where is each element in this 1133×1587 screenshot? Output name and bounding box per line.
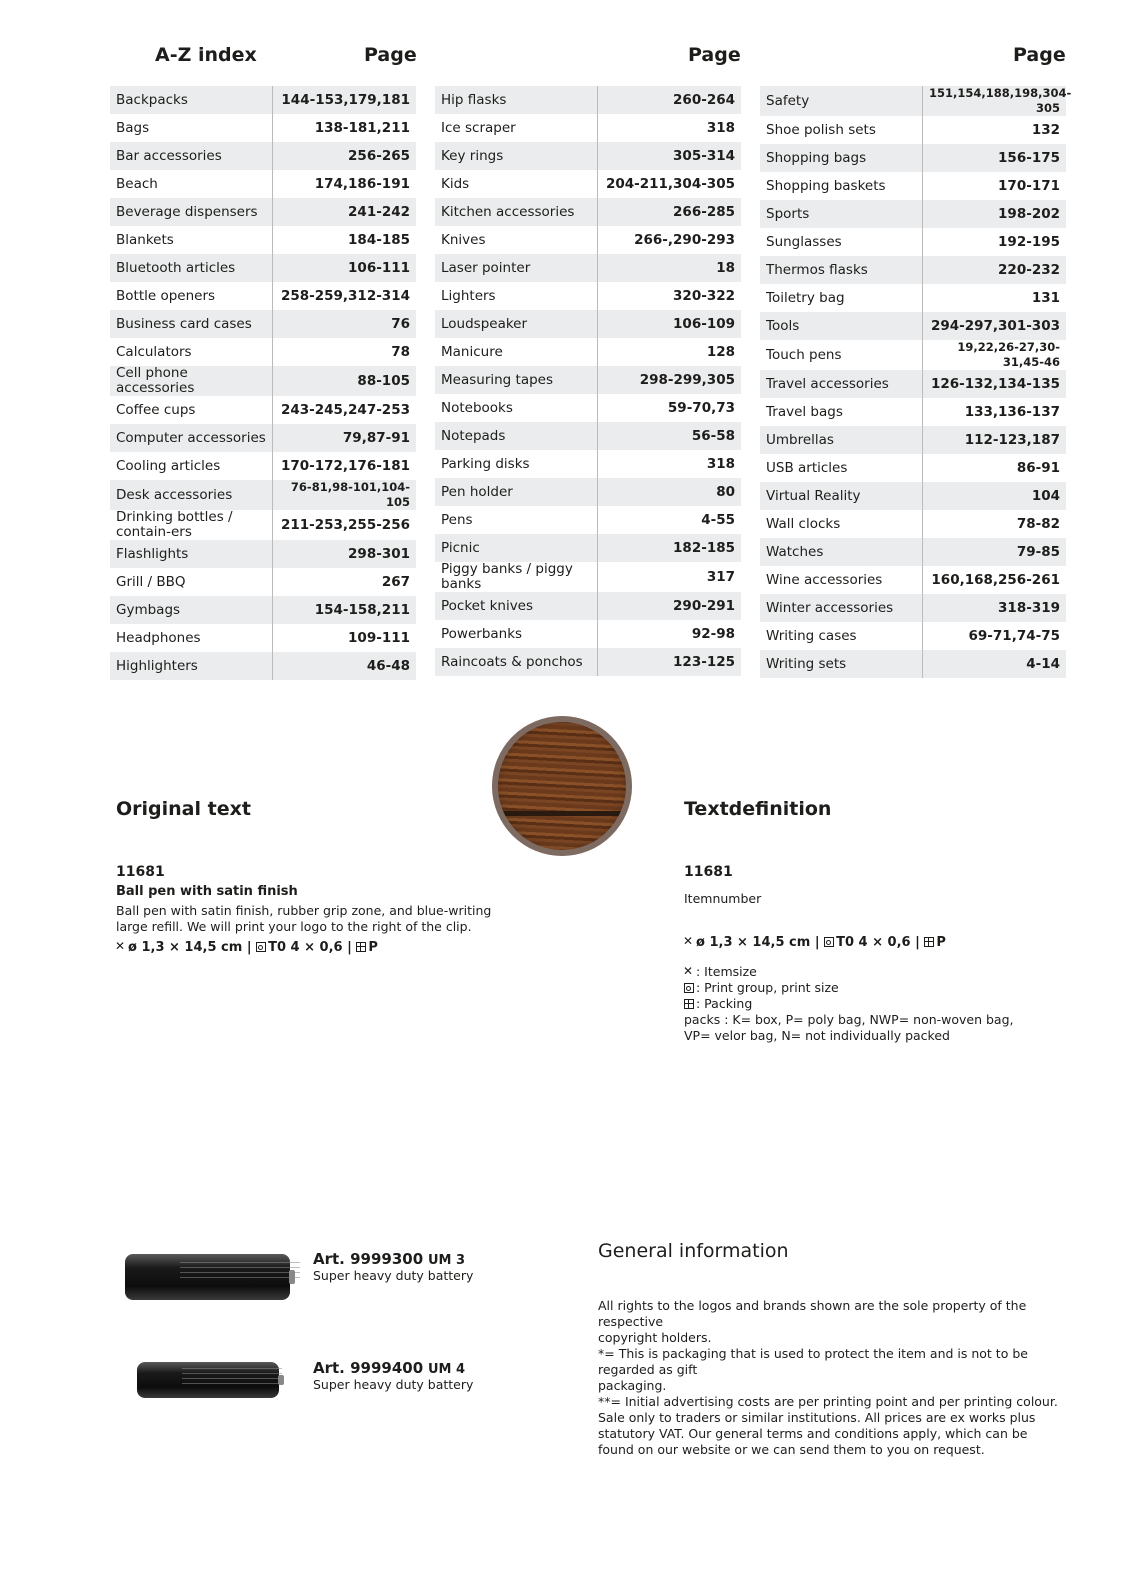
index-entry-pages: 79-85 <box>923 538 1067 566</box>
index-entry-pages: 79,87-91 <box>273 424 417 452</box>
general-info-line: found on our website or we can send them to you on request. <box>598 1442 985 1457</box>
index-row <box>760 284 1066 312</box>
index-row <box>110 310 416 338</box>
index-entry-pages: 267 <box>381 573 410 590</box>
index-entry-name: Safety <box>760 86 923 116</box>
definition-heading: Textdefinition <box>684 798 832 820</box>
index-entry-pages: 46-48 <box>273 652 417 680</box>
index-row <box>110 254 416 282</box>
packing-icon <box>684 999 694 1009</box>
general-info-line: *= This is packaging that is used to protect the item and is not to be regarded as gift <box>598 1346 1028 1377</box>
index-entry-pages: 160,168,256-261 <box>931 571 1060 588</box>
index-row <box>110 596 416 624</box>
index-row <box>110 198 416 226</box>
index-row <box>435 142 741 170</box>
index-entry-name: Manicure <box>435 338 598 366</box>
index-row <box>760 200 1066 228</box>
index-entry-name: Wall clocks <box>760 510 923 538</box>
battery-um3-desc: Super heavy duty battery <box>313 1268 474 1283</box>
index-entry-pages: 298-301 <box>273 540 417 568</box>
general-info-line: **= Initial advertising costs are per printing point and per printing colour. <box>598 1394 1058 1409</box>
index-row <box>435 620 741 648</box>
index-row <box>110 338 416 366</box>
index-entry-name: Writing sets <box>760 650 923 678</box>
index-entry-name: Thermos flasks <box>760 256 923 284</box>
index-entry-pages: 78 <box>391 343 410 360</box>
index-entry-pages: 258-259,312-314 <box>280 287 410 304</box>
index-column-3 <box>760 86 1072 678</box>
general-info-line: All rights to the logos and brands shown are the sole property of the respective <box>598 1298 1027 1329</box>
index-row <box>435 198 741 226</box>
itemsize-icon <box>684 937 694 947</box>
index-entry-name: Drinking bottles / contain-ers <box>110 510 273 540</box>
index-entry-name: Knives <box>435 226 598 254</box>
index-entry-name: Flashlights <box>110 540 273 568</box>
index-entry-name: Cell phone accessories <box>110 366 273 396</box>
index-entry-pages: 80 <box>598 478 742 506</box>
general-info-text <box>598 1298 1068 1458</box>
index-row <box>110 282 416 310</box>
index-row <box>110 226 416 254</box>
index-row <box>110 568 416 596</box>
page-header-2: Page <box>688 44 741 66</box>
index-entry-pages: 220-232 <box>923 256 1067 284</box>
index-row <box>760 116 1066 144</box>
definition-item-number: 11681 <box>684 864 733 880</box>
index-row <box>435 592 741 620</box>
index-entry-pages: 123-125 <box>598 648 742 676</box>
index-row <box>435 254 741 282</box>
index-entry-pages: 174,186-191 <box>314 175 410 192</box>
index-row <box>760 256 1066 284</box>
index-row <box>110 114 416 142</box>
wood-finish-image <box>492 716 632 856</box>
index-entry-name: Kitchen accessories <box>435 198 598 226</box>
index-entry-pages: 59-70,73 <box>667 399 735 416</box>
index-entry-name: Hip flasks <box>435 86 598 114</box>
page-header-1: Page <box>364 44 417 66</box>
index-entry-pages: 241-242 <box>273 198 417 226</box>
original-description: Ball pen with satin finish, rubber grip zone, and blue-writing large refill. We will print your logo to the right of the clip. <box>116 903 492 934</box>
index-entry-name: Highlighters <box>110 652 273 680</box>
index-entry-name: Sports <box>760 200 923 228</box>
index-entry-name: Piggy banks / piggy banks <box>435 562 598 592</box>
index-column-1 <box>110 86 416 680</box>
index-entry-pages: 294-297,301-303 <box>923 312 1067 340</box>
index-entry-pages: 132 <box>1031 121 1060 138</box>
index-entry-pages: 204-211,304-305 <box>605 175 735 192</box>
index-entry-name: Ice scraper <box>435 114 598 142</box>
index-entry-name: Powerbanks <box>435 620 598 648</box>
index-row <box>110 86 416 114</box>
index-entry-pages: 133,136-137 <box>964 403 1060 420</box>
index-entry-name: Loudspeaker <box>435 310 598 338</box>
index-row <box>110 540 416 568</box>
index-entry-pages: 128 <box>706 343 735 360</box>
index-column-2 <box>435 86 741 676</box>
index-entry-pages: 318 <box>706 455 735 472</box>
index-entry-pages: 290-291 <box>598 592 742 620</box>
index-entry-name: Bar accessories <box>110 142 273 170</box>
index-entry-name: Beverage dispensers <box>110 198 273 226</box>
index-entry-pages: 192-195 <box>998 233 1060 250</box>
index-entry-pages: 4-14 <box>923 650 1067 678</box>
index-entry-name: Virtual Reality <box>760 482 923 510</box>
index-entry-name: Pocket knives <box>435 592 598 620</box>
index-entry-pages: 260-264 <box>598 86 742 114</box>
index-row <box>435 534 741 562</box>
index-entry-pages: 112-123,187 <box>923 426 1067 454</box>
index-entry-name: Travel accessories <box>760 370 923 398</box>
index-entry-name: Kids <box>435 170 598 198</box>
index-title: A-Z index <box>155 44 257 66</box>
index-entry-pages: 170-171 <box>998 177 1060 194</box>
index-entry-name: Raincoats & ponchos <box>435 648 598 676</box>
index-row <box>760 454 1066 482</box>
index-entry-name: Touch pens <box>760 340 923 370</box>
index-entry-name: Gymbags <box>110 596 273 624</box>
index-entry-pages: 138-181,211 <box>314 119 410 136</box>
index-entry-pages: 182-185 <box>598 534 742 562</box>
index-entry-pages: 243-245,247-253 <box>280 401 410 418</box>
index-entry-name: Computer accessories <box>110 424 273 452</box>
index-entry-name: Grill / BBQ <box>110 568 273 596</box>
legend-print: : Print group, print size <box>684 980 839 996</box>
index-entry-name: USB articles <box>760 454 923 482</box>
index-entry-pages: 69-71,74-75 <box>968 627 1060 644</box>
index-row <box>760 566 1066 594</box>
page-header-3: Page <box>1013 44 1066 66</box>
general-info-line: statutory VAT. Our general terms and conditions apply, which can be <box>598 1426 1028 1441</box>
index-entry-pages: 151,154,188,198,304-305 <box>923 86 1067 116</box>
index-entry-name: Desk accessories <box>110 480 273 510</box>
index-entry-pages: 170-172,176-181 <box>280 457 410 474</box>
original-spec-line: ✕ø 1,3 × 14,5 cm | T0 4 × 0,6 | P <box>116 940 378 956</box>
index-row <box>760 144 1066 172</box>
original-item-number: 11681 <box>116 864 165 880</box>
index-entry-name: Winter accessories <box>760 594 923 622</box>
battery-um4-desc: Super heavy duty battery <box>313 1377 474 1392</box>
print-group-icon <box>824 937 834 947</box>
index-entry-pages: 305-314 <box>598 142 742 170</box>
index-entry-pages: 318-319 <box>923 594 1067 622</box>
index-entry-name: Pen holder <box>435 478 598 506</box>
index-entry-name: Watches <box>760 538 923 566</box>
index-entry-pages: 4-55 <box>701 511 735 528</box>
index-entry-pages: 78-82 <box>1016 515 1060 532</box>
index-entry-pages: 104 <box>923 482 1067 510</box>
index-row <box>435 86 741 114</box>
packs-line-2: VP= velor bag, N= not individually packed <box>684 1028 950 1043</box>
index-entry-name: Sunglasses <box>760 228 923 256</box>
index-entry-name: Backpacks <box>110 86 273 114</box>
index-entry-name: Shopping bags <box>760 144 923 172</box>
general-info-line: Sale only to traders or similar institutions. All prices are ex works plus <box>598 1410 1036 1425</box>
index-entry-name: Cooling articles <box>110 452 273 480</box>
index-entry-name: Shopping baskets <box>760 172 923 200</box>
index-entry-pages: 109-111 <box>348 629 410 646</box>
index-entry-pages: 298-299,305 <box>598 366 742 394</box>
index-row <box>760 172 1066 200</box>
index-row <box>435 338 741 366</box>
battery-um4-article: Art. 9999400 UM 4 <box>313 1359 466 1377</box>
index-entry-name: Notebooks <box>435 394 598 422</box>
index-row <box>435 394 741 422</box>
index-entry-pages: 106-109 <box>598 310 742 338</box>
index-row <box>760 482 1066 510</box>
index-entry-pages: 106-111 <box>273 254 417 282</box>
index-entry-pages: 154-158,211 <box>273 596 417 624</box>
index-entry-pages: 56-58 <box>598 422 742 450</box>
legend-itemsize: ✕: Itemsize <box>684 964 757 980</box>
index-row <box>435 114 741 142</box>
index-entry-name: Picnic <box>435 534 598 562</box>
index-entry-pages: 88-105 <box>273 366 417 396</box>
index-entry-name: Notepads <box>435 422 598 450</box>
index-row <box>435 366 741 394</box>
index-entry-pages: 198-202 <box>923 200 1067 228</box>
index-entry-name: Umbrellas <box>760 426 923 454</box>
index-row <box>760 622 1066 650</box>
index-row <box>760 426 1066 454</box>
index-row <box>110 170 416 198</box>
index-row <box>435 226 741 254</box>
index-entry-name: Calculators <box>110 338 273 366</box>
index-entry-name: Bottle openers <box>110 282 273 310</box>
index-entry-name: Lighters <box>435 282 598 310</box>
general-info-line: copyright holders. <box>598 1330 712 1345</box>
index-entry-name: Business card cases <box>110 310 273 338</box>
battery-um3-article: Art. 9999300 UM 3 <box>313 1250 466 1268</box>
index-entry-pages: 256-265 <box>273 142 417 170</box>
index-row <box>760 594 1066 622</box>
index-row <box>760 340 1066 370</box>
index-entry-pages: 126-132,134-135 <box>923 370 1067 398</box>
index-row <box>110 652 416 680</box>
index-row <box>435 562 741 592</box>
index-entry-name: Shoe polish sets <box>760 116 923 144</box>
index-row <box>760 650 1066 678</box>
index-entry-name: Coffee cups <box>110 396 273 424</box>
index-entry-pages: 86-91 <box>1016 459 1060 476</box>
packing-icon <box>924 937 934 947</box>
legend-packing: : Packing <box>684 996 752 1012</box>
index-row <box>110 396 416 424</box>
index-entry-pages: 211-253,255-256 <box>280 516 410 533</box>
itemsize-icon <box>684 967 694 977</box>
index-row <box>435 506 741 534</box>
index-row <box>435 478 741 506</box>
index-row <box>760 398 1066 426</box>
index-entry-pages: 318 <box>706 119 735 136</box>
packs-line-1: packs : K= box, P= poly bag, NWP= non-woven bag, <box>684 1012 1014 1027</box>
index-entry-pages: 317 <box>706 568 735 585</box>
index-row <box>435 170 741 198</box>
index-entry-name: Bags <box>110 114 273 142</box>
index-entry-name: Measuring tapes <box>435 366 598 394</box>
index-entry-pages: 131 <box>1031 289 1060 306</box>
index-entry-name: Travel bags <box>760 398 923 426</box>
index-entry-pages: 156-175 <box>923 144 1067 172</box>
index-row <box>435 450 741 478</box>
index-entry-name: Tools <box>760 312 923 340</box>
original-item-title: Ball pen with satin finish <box>116 884 298 899</box>
index-entry-name: Pens <box>435 506 598 534</box>
index-row <box>760 86 1066 116</box>
index-entry-name: Writing cases <box>760 622 923 650</box>
index-entry-name: Blankets <box>110 226 273 254</box>
index-row <box>760 312 1066 340</box>
index-entry-pages: 320-322 <box>673 287 735 304</box>
definition-spec-line: ✕ø 1,3 × 14,5 cm | T0 4 × 0,6 | P <box>684 935 946 951</box>
index-row <box>435 648 741 676</box>
index-entry-pages: 266-285 <box>598 198 742 226</box>
index-entry-name: Laser pointer <box>435 254 598 282</box>
index-row <box>110 366 416 396</box>
index-entry-pages: 92-98 <box>691 625 735 642</box>
index-entry-name: Parking disks <box>435 450 598 478</box>
index-row <box>760 510 1066 538</box>
index-row <box>760 228 1066 256</box>
index-row <box>110 480 416 510</box>
index-entry-pages: 184-185 <box>348 231 410 248</box>
index-row <box>110 624 416 652</box>
index-entry-name: Headphones <box>110 624 273 652</box>
index-entry-pages: 76-81,98-101,104-105 <box>273 480 417 510</box>
itemsize-icon <box>116 942 126 952</box>
index-row <box>110 142 416 170</box>
general-info-line: packaging. <box>598 1378 667 1393</box>
battery-um3-image <box>125 1254 290 1300</box>
original-heading: Original text <box>116 798 251 820</box>
print-group-icon <box>256 942 266 952</box>
index-entry-name: Beach <box>110 170 273 198</box>
index-entry-pages: 18 <box>598 254 742 282</box>
index-entry-name: Bluetooth articles <box>110 254 273 282</box>
general-info-title: General information <box>598 1240 789 1262</box>
index-row <box>110 452 416 480</box>
index-entry-pages: 76 <box>273 310 417 338</box>
index-entry-pages: 19,22,26-27,30-31,45-46 <box>957 340 1060 369</box>
index-row <box>110 424 416 452</box>
index-row <box>435 282 741 310</box>
index-entry-pages: 266-,290-293 <box>634 231 735 248</box>
battery-um4-image <box>137 1362 279 1398</box>
index-row <box>435 422 741 450</box>
itemnumber-label: Itemnumber <box>684 891 762 906</box>
index-entry-name: Key rings <box>435 142 598 170</box>
index-row <box>760 538 1066 566</box>
index-row <box>760 370 1066 398</box>
packing-icon <box>356 942 366 952</box>
index-entry-name: Toiletry bag <box>760 284 923 312</box>
index-row <box>435 310 741 338</box>
index-row <box>110 510 416 540</box>
print-group-icon <box>684 983 694 993</box>
index-entry-pages: 144-153,179,181 <box>273 86 417 114</box>
index-entry-name: Wine accessories <box>760 566 923 594</box>
